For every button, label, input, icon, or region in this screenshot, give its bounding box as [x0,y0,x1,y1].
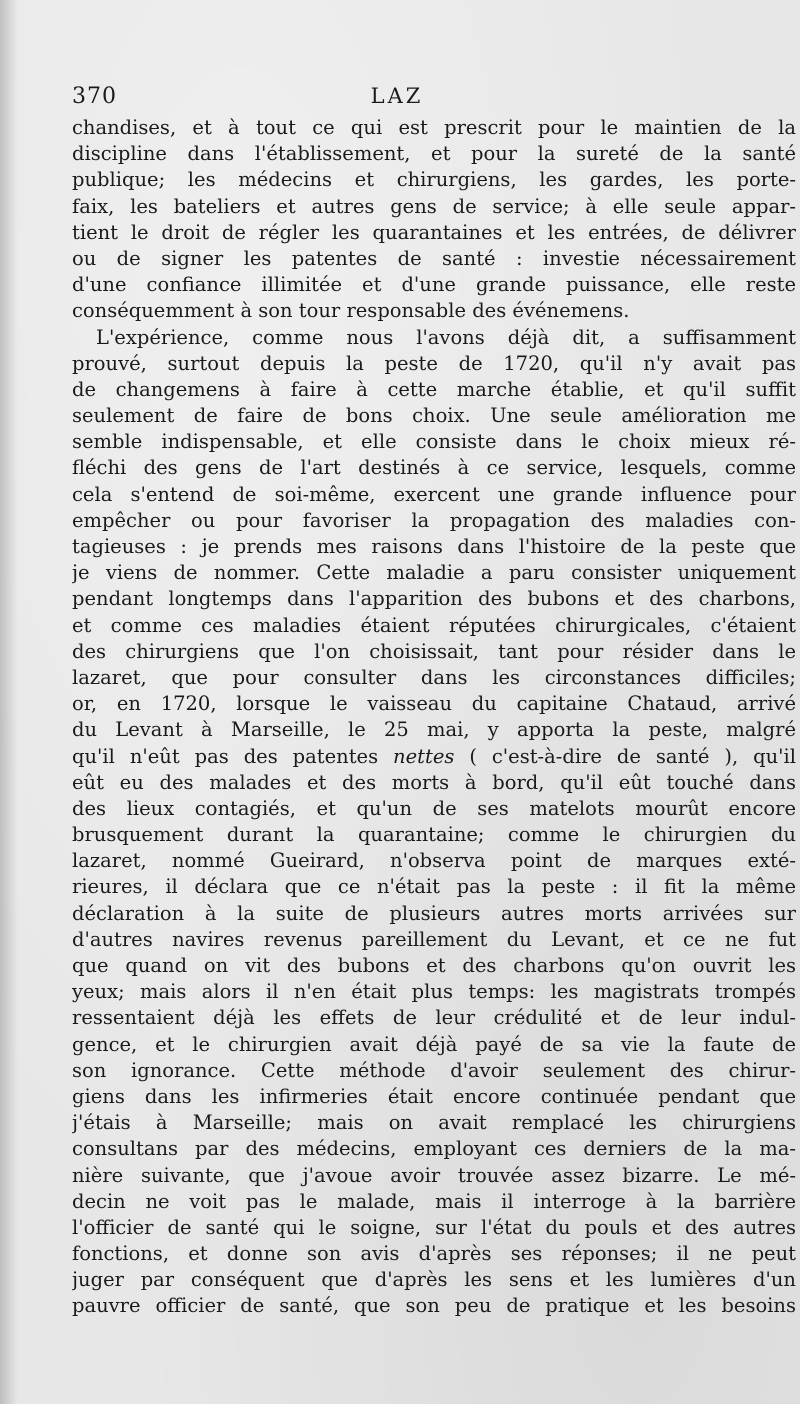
page-number: 370 [72,84,117,109]
text-line: decin ne voit pas le malade, mais il interroge à la barrière [72,1189,796,1213]
text-line: semble indispensable, et elle consiste dans le choix mieux ré- [72,430,796,454]
text-line: fonctions, et donne son avis d'après ses réponses; il ne peut [72,1242,796,1266]
text-line: cela s'entend de soi-même, exercent une grande influence pour [72,482,796,506]
text-line: giens dans les infirmeries était encore continuée pendant que [72,1084,796,1108]
page-gutter-shadow [0,0,18,1404]
text-line: consultans par des médecins, employant ces derniers de la ma- [72,1137,796,1161]
text-line: pendant longtemps dans l'apparition des bubons et des charbons, [72,587,796,611]
text-line: ressentaient déjà les effets de leur crédulité et de leur indul- [72,1006,796,1030]
text-line: publique; les médecins et chirurgiens, les gardes, les porte- [72,168,796,192]
text-line: empêcher ou pour favoriser la propagation des maladies con- [72,508,796,532]
text-line: L'expérience, comme nous l'avons déjà dit, a suffisamment [96,325,796,349]
text-line: tagieuses : je prends mes raisons dans l'histoire de la peste que [72,535,796,558]
text-line: gence, et le chirurgien avait déjà payé de sa vie la faute de [72,1032,796,1056]
text-line: son ignorance. Cette méthode d'avoir seulement des chirur- [72,1058,796,1082]
text-line: faix, les bateliers et autres gens de service; à elle seule appar- [72,194,796,218]
text-line: fléchi des gens de l'art destinés à ce service, lesquels, comme [72,456,796,480]
text-line: que quand on vit des bubons et des charbons qu'on ouvrit les [72,954,796,977]
text-line: discipline dans l'établissement, et pour la sureté de la santé [72,142,796,166]
text-line: des lieux contagiés, et qu'un de ses matelots mourût encore [72,796,796,820]
text-line: chandises, et à tout ce qui est prescrit pour le maintien de la [72,116,796,139]
text-line: yeux; mais alors il n'en était plus temps: les magistrats trompés [72,980,796,1004]
text-line: lazaret, que pour consulter dans les circonstances difficiles; [72,665,796,689]
text-line: et comme ces maladies étaient réputées chirurgicales, c'étaient [72,613,796,637]
text-line: tient le droit de régler les quarantaines et les entrées, de délivrer [72,220,796,244]
text-line: j'étais à Marseille; mais on avait remplacé les chirurgiens [72,1111,796,1135]
text-line: pauvre officier de santé, que son peu de pratique et les besoins [72,1294,796,1318]
text-line: je viens de nommer. Cette maladie a paru consister uniquement [72,561,796,585]
text-line: rieures, il déclara que ce n'était pas la peste : il fit la même [72,875,796,899]
text-line: des chirurgiens que l'on choisissait, tant pour résider dans le [72,639,796,663]
italic-text: nettes [393,744,455,768]
text-line: seulement de faire de bons choix. Une seule amélioration me [72,404,796,428]
text-line: lazaret, nommé Gueirard, n'observa point de marques exté- [72,849,796,873]
text-line: d'une confiance illimitée et d'une grande puissance, elle reste [72,273,796,297]
text-line: de changemens à faire à cette marche établie, et qu'il suffit [72,377,796,401]
running-head: LAZ [370,84,424,108]
text-line: prouvé, surtout depuis la peste de 1720, qu'il n'y avait pas [72,351,796,375]
text-line: eût eu des malades et des morts à bord, qu'il eût touché dans [72,770,796,794]
text-line: juger par conséquent que d'après les sens et les lumières d'un [72,1268,796,1292]
text-line: d'autres navires revenus pareillement du Levant, et ce ne fut [72,927,796,951]
text-line: brusquement durant la quarantaine; comme le chirurgien du [72,823,796,847]
text-line: ou de signer les patentes de santé : investie nécessairement [72,246,796,270]
text-line: déclaration à la suite de plusieurs autres morts arrivées sur [72,901,796,925]
text-line: nière suivante, que j'avoue avoir trouvée assez bizarre. Le mé- [72,1163,796,1187]
page-header [72,84,722,118]
text-line: l'officier de santé qui le soigne, sur l'état du pouls et des autres [72,1215,796,1239]
text-line: conséquemment à son tour responsable des événemens. [72,299,630,323]
text-line: qu'il n'eût pas des patentes nettes ( c'est-à-dire de santé ), qu'il [72,744,796,768]
body-text [72,115,796,1320]
text-line: or, en 1720, lorsque le vaisseau du capitaine Chataud, arrivé [72,692,796,716]
text-line: du Levant à Marseille, le 25 mai, y apporta la peste, malgré [72,718,796,742]
